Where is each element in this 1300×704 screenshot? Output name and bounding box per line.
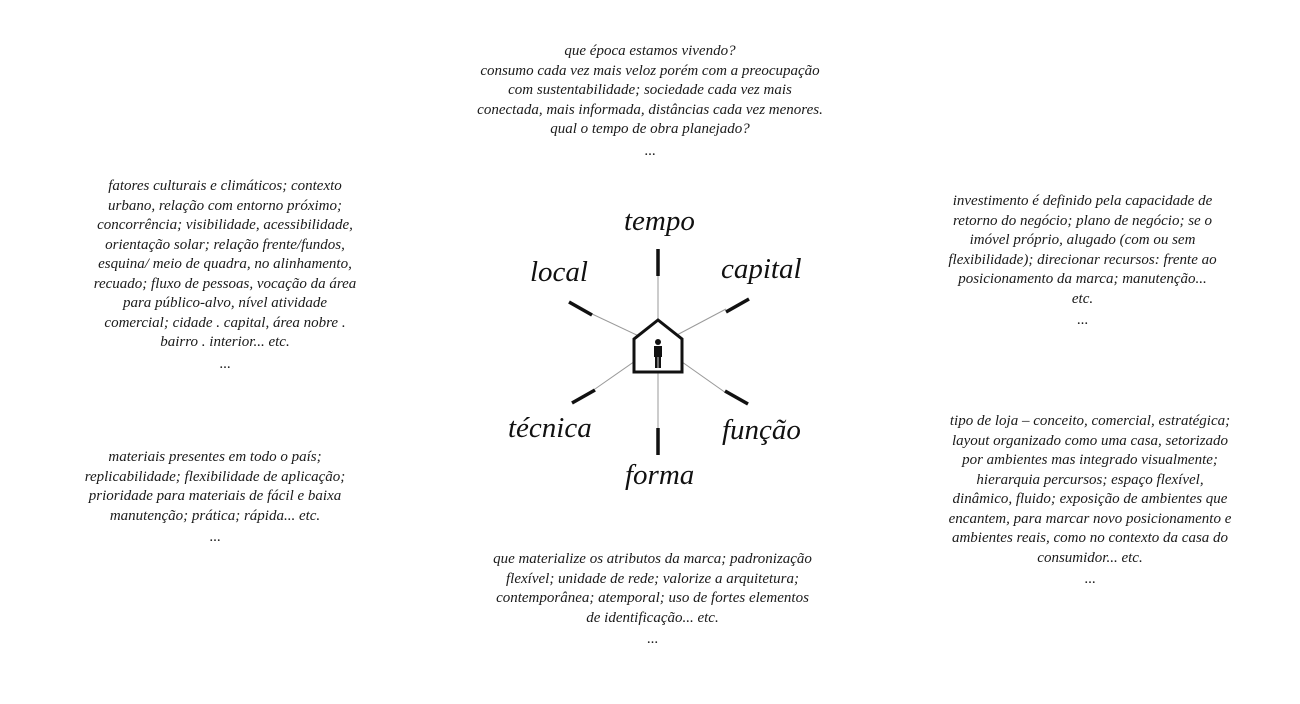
text-line: de identificação... etc. [586,609,719,626]
text-line: urbano, relação com entorno próximo; [108,197,342,214]
ellipsis: ... [644,142,656,159]
tick-funcao [725,391,748,404]
tick-local [569,302,592,315]
text-line: ambientes reais, como no contexto da casa do [951,530,1229,546]
text-line: materiais presentes em todo o país; [108,449,322,465]
text-line: dinâmico, fluido; exposição de ambientes que [952,491,1228,507]
text-line: prioridade para materiais de fácil e baixa [88,488,342,504]
text-block-tecnica [55,448,375,548]
tick-tecnica [572,390,595,403]
text-line: por ambientes mas integrado visualmente; [962,452,1218,468]
text-line: consumidor... etc. [1037,549,1143,566]
ellipsis: ... [209,529,221,545]
text-line: que materialize os atributos da marca; padronização [493,551,812,567]
ellipsis: ... [646,631,659,647]
text-line: flexibilidade); direcionar recursos: frente ao [948,251,1217,268]
house-with-person-icon [634,320,682,372]
text-block-funcao [925,412,1255,590]
text-line: concorrência; visibilidade, acessibilidade, [97,217,353,233]
text-line: tipo de loja – conceito, comercial, estratégica; [949,413,1231,429]
text-line: hierarquia percursos; espaço flexível, [976,471,1204,488]
tick-capital [726,299,749,312]
text-line: consumo cada vez mais veloz porém com a preocupação [480,62,820,79]
text-line: bairro . interior... etc. [160,334,290,350]
label-tempo: tempo [624,205,695,237]
text-line: comercial; cidade . capital, área nobre . [104,314,346,331]
text-line: manutenção; prática; rápida... etc. [109,507,321,524]
text-line: orientação solar; relação frente/fundos, [105,236,345,253]
text-line: com sustentabilidade; sociedade cada vez mais [508,82,792,98]
ellipsis: ... [1076,312,1089,328]
label-capital: capital [721,253,802,285]
text-line: replicabilidade; flexibilidade de aplicação; [84,468,346,485]
text-line: para público-alvo, nível atividade [122,295,328,311]
text-line: imóvel próprio, alugado (com ou sem [969,232,1196,248]
text-line: conectada, mais informada, distâncias cada vez menores. [477,101,823,118]
label-tecnica: técnica [508,412,592,444]
label-local: local [530,256,588,288]
text-line: posicionamento da marca; manutenção... [958,271,1207,287]
text-line: investimento é definido pela capacidade de [952,193,1213,209]
text-block-forma [455,550,850,650]
ellipsis: ... [219,355,231,372]
text-block-local [55,177,395,374]
text-line: flexível; unidade de rede; valorize a arquitetura; [506,570,799,587]
label-funcao: função [722,414,801,446]
text-line: contemporânea; atemporal; uso de fortes elementos [496,590,809,606]
text-line: encantem, para marcar novo posicionamento e [948,510,1232,527]
text-line: layout organizado como uma casa, setorizado [951,432,1229,449]
label-forma: forma [625,459,695,491]
ellipsis: ... [1084,571,1096,587]
text-line: esquina/ meio de quadra, no alinhamento, [98,256,352,272]
text-line: retorno do negócio; plano de negócio; se o [953,212,1212,229]
text-line: que época estamos vivendo? [564,43,736,59]
text-line: qual o tempo de obra planejado? [550,121,750,137]
text-block-tempo [450,42,850,161]
text-block-capital [925,192,1240,331]
text-line: fatores culturais e climáticos; contexto [108,178,342,194]
text-line: etc. [1071,290,1094,307]
text-line: recuado; fluxo de pessoas, vocação da área [93,275,357,292]
